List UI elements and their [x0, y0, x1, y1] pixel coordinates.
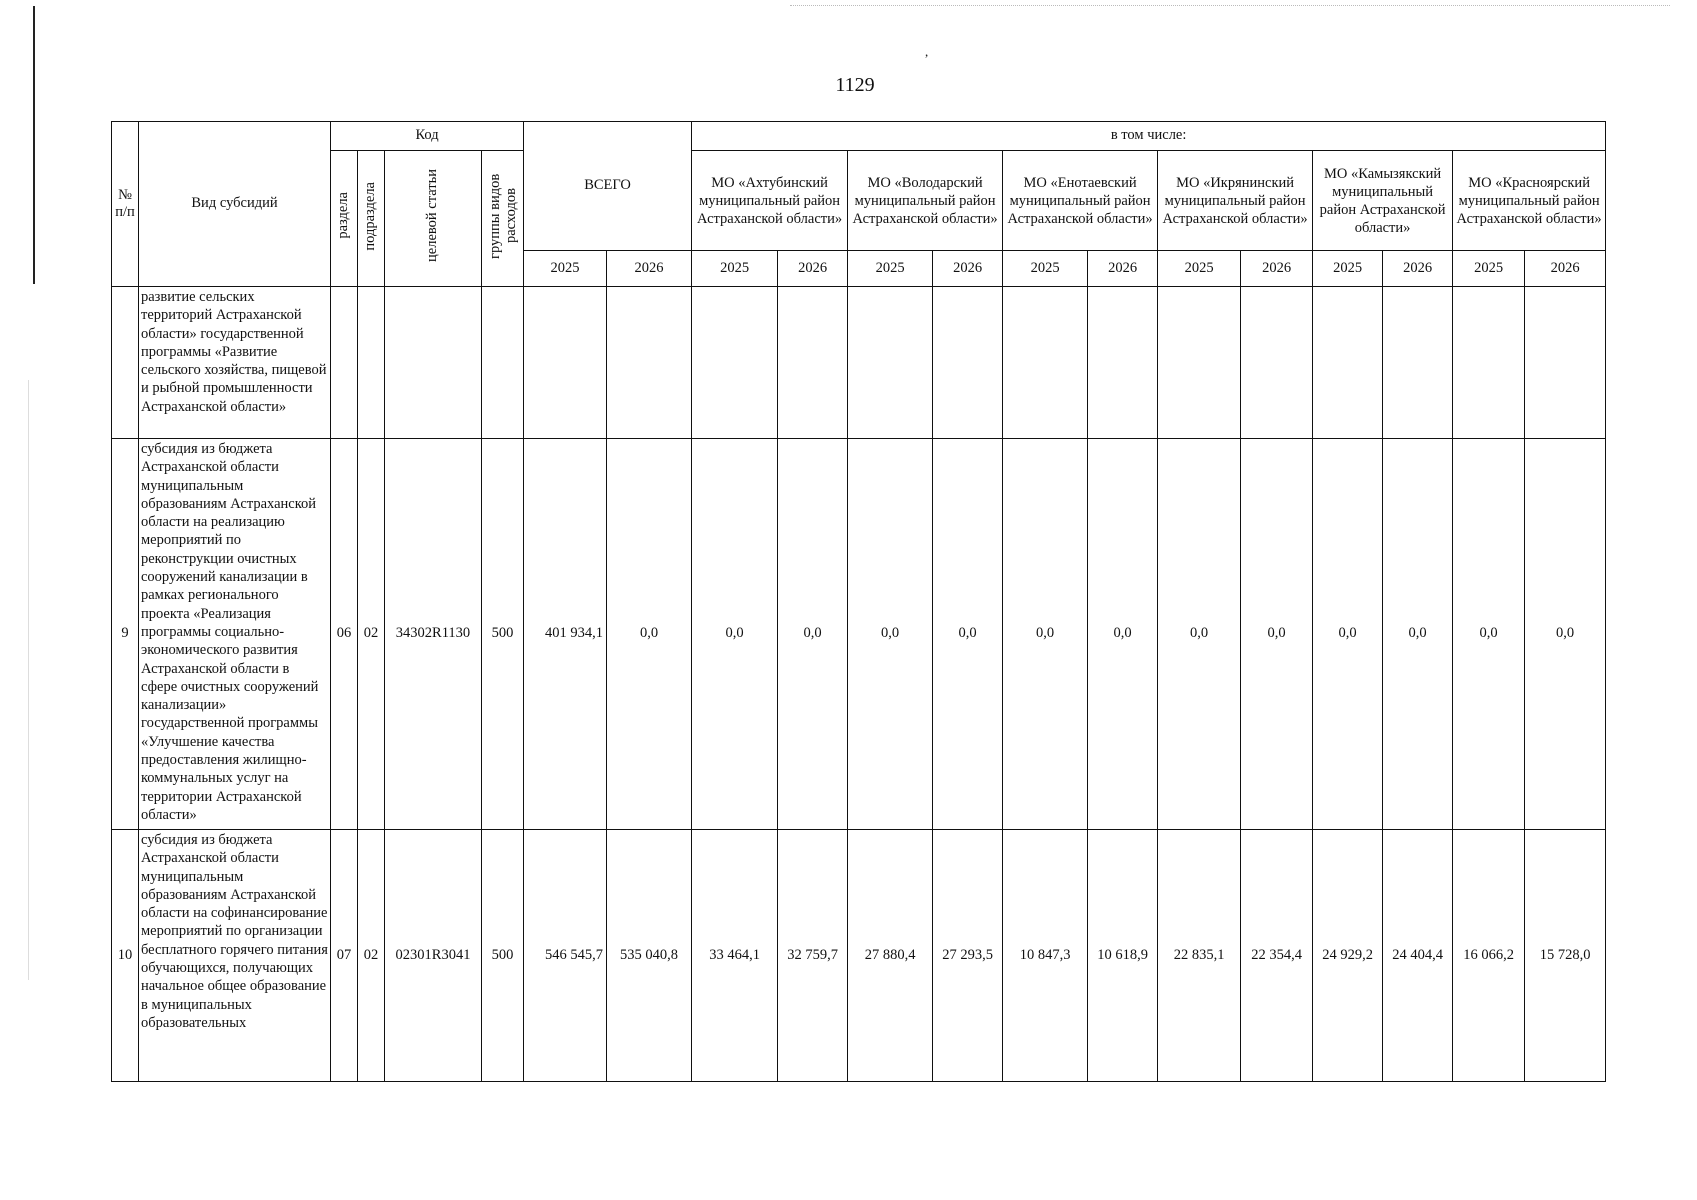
row-desc: субсидия из бюджета Астраханской области муниципальным образованиям Астраханской области на софинансирование мероприятий по организации бесплатного горячего питания обучающихся, получающих начальное общее образование в муниципальных образовательных — [139, 830, 331, 1082]
row-akhtubinsky-2025: 33 464,1 — [692, 830, 778, 1082]
row-group — [482, 287, 524, 439]
year-akhtubinsky-2026: 2026 — [778, 251, 848, 287]
row-kamyzyaksky-2026: 24 404,4 — [1383, 830, 1453, 1082]
col-district-kamyzyaksky: МО «Камызякский муниципальный район Астраханской области» — [1313, 151, 1453, 251]
col-district-akhtubinsky: МО «Ахтубинский муниципальный район Астраханской области» — [692, 151, 848, 251]
row-subsection: 02 — [358, 830, 385, 1082]
year-akhtubinsky-2025: 2025 — [692, 251, 778, 287]
row-target: 02301R3041 — [385, 830, 482, 1082]
row-volodarsky-2025: 27 880,4 — [848, 830, 933, 1082]
margin-line-faint — [28, 380, 29, 980]
row-enotaevsky-2026: 0,0 — [1088, 439, 1158, 830]
year-ikryaninsky-2025: 2025 — [1158, 251, 1241, 287]
row-enotaevsky-2025: 0,0 — [1003, 439, 1088, 830]
year-krasnoyarsky-2026: 2026 — [1525, 251, 1606, 287]
table-row — [112, 830, 1606, 1082]
year-kamyzyaksky-2026: 2026 — [1383, 251, 1453, 287]
year-kamyzyaksky-2025: 2025 — [1313, 251, 1383, 287]
col-district-volodarsky: МО «Володарский муниципальный район Астраханской области» — [848, 151, 1003, 251]
row-krasnoyarsky-2025: 0,0 — [1453, 439, 1525, 830]
row-krasnoyarsky-2025 — [1453, 287, 1525, 439]
row-volodarsky-2025 — [848, 287, 933, 439]
row-target: 34302R1130 — [385, 439, 482, 830]
year-enotaevsky-2025: 2025 — [1003, 251, 1088, 287]
year-enotaevsky-2026: 2026 — [1088, 251, 1158, 287]
col-district-enotaevsky: МО «Енотаевский муниципальный район Астраханской области» — [1003, 151, 1158, 251]
year-ikryaninsky-2026: 2026 — [1241, 251, 1313, 287]
year-total-2026: 2026 — [607, 251, 692, 287]
col-code: Код — [331, 122, 524, 151]
row-num: 9 — [112, 439, 139, 830]
row-ikryaninsky-2026 — [1241, 287, 1313, 439]
row-enotaevsky-2026: 10 618,9 — [1088, 830, 1158, 1082]
row-kamyzyaksky-2025: 24 929,2 — [1313, 830, 1383, 1082]
row-total-2025: 546 545,7 — [524, 830, 607, 1082]
row-target — [385, 287, 482, 439]
col-target: целевой статьи — [385, 151, 482, 287]
col-including: в том числе: — [692, 122, 1606, 151]
row-section — [331, 287, 358, 439]
row-akhtubinsky-2025 — [692, 287, 778, 439]
row-num: 10 — [112, 830, 139, 1082]
row-akhtubinsky-2026: 0,0 — [778, 439, 848, 830]
row-total-2026 — [607, 287, 692, 439]
row-ikryaninsky-2025 — [1158, 287, 1241, 439]
row-desc: субсидия из бюджета Астраханской области муниципальным образованиям Астраханской области на реализацию мероприятий по реконструкции очистных сооружений канализации в рамках регионального проекта «Реализация программы социально-экономического развития Астраханской области в сфере очистных сооружений канализации» государственной программы «Улучшение качества предоставления жилищно-коммунальных услуг на территории Астраханской области» — [139, 439, 331, 830]
row-ikryaninsky-2026: 22 354,4 — [1241, 830, 1313, 1082]
page-mark: , — [925, 44, 929, 59]
row-total-2026: 0,0 — [607, 439, 692, 830]
row-enotaevsky-2025 — [1003, 287, 1088, 439]
row-total-2026: 535 040,8 — [607, 830, 692, 1082]
year-volodarsky-2026: 2026 — [933, 251, 1003, 287]
margin-line — [33, 6, 35, 284]
table-row — [112, 287, 1606, 439]
col-num: № п/п — [112, 122, 139, 287]
row-krasnoyarsky-2026 — [1525, 287, 1606, 439]
row-kamyzyaksky-2025: 0,0 — [1313, 439, 1383, 830]
row-krasnoyarsky-2026: 0,0 — [1525, 439, 1606, 830]
year-krasnoyarsky-2025: 2025 — [1453, 251, 1525, 287]
col-district-ikryaninsky: МО «Икрянинский муниципальный район Астраханской области» — [1158, 151, 1313, 251]
row-kamyzyaksky-2025 — [1313, 287, 1383, 439]
row-enotaevsky-2025: 10 847,3 — [1003, 830, 1088, 1082]
page-number: 1129 — [835, 74, 875, 96]
row-section: 06 — [331, 439, 358, 830]
year-volodarsky-2025: 2025 — [848, 251, 933, 287]
row-krasnoyarsky-2025: 16 066,2 — [1453, 830, 1525, 1082]
col-subsection: подраздела — [358, 151, 385, 287]
row-volodarsky-2026: 0,0 — [933, 439, 1003, 830]
col-group: группы видов расходов — [482, 151, 524, 287]
row-total-2025 — [524, 287, 607, 439]
col-type: Вид субсидий — [139, 122, 331, 287]
row-section: 07 — [331, 830, 358, 1082]
subsidy-table — [111, 121, 1606, 1082]
scan-edge — [790, 5, 1670, 6]
row-subsection: 02 — [358, 439, 385, 830]
col-section: раздела — [331, 151, 358, 287]
row-num — [112, 287, 139, 439]
row-akhtubinsky-2026: 32 759,7 — [778, 830, 848, 1082]
row-volodarsky-2025: 0,0 — [848, 439, 933, 830]
row-akhtubinsky-2026 — [778, 287, 848, 439]
row-total-2025: 401 934,1 — [524, 439, 607, 830]
row-subsection — [358, 287, 385, 439]
row-krasnoyarsky-2026: 15 728,0 — [1525, 830, 1606, 1082]
row-ikryaninsky-2025: 0,0 — [1158, 439, 1241, 830]
row-akhtubinsky-2025: 0,0 — [692, 439, 778, 830]
table-row — [112, 439, 1606, 830]
row-volodarsky-2026: 27 293,5 — [933, 830, 1003, 1082]
row-ikryaninsky-2025: 22 835,1 — [1158, 830, 1241, 1082]
col-district-krasnoyarsky: МО «Красноярский муниципальный район Астраханской области» — [1453, 151, 1606, 251]
row-group: 500 — [482, 830, 524, 1082]
row-kamyzyaksky-2026: 0,0 — [1383, 439, 1453, 830]
row-group: 500 — [482, 439, 524, 830]
year-total-2025: 2025 — [524, 251, 607, 287]
row-ikryaninsky-2026: 0,0 — [1241, 439, 1313, 830]
row-kamyzyaksky-2026 — [1383, 287, 1453, 439]
col-total: ВСЕГО — [524, 122, 692, 251]
row-desc: развитие сельских территорий Астраханской области» государственной программы «Развитие сельского хозяйства, пищевой и рыбной промышленности Астраханской области» — [139, 287, 331, 439]
row-volodarsky-2026 — [933, 287, 1003, 439]
row-enotaevsky-2026 — [1088, 287, 1158, 439]
